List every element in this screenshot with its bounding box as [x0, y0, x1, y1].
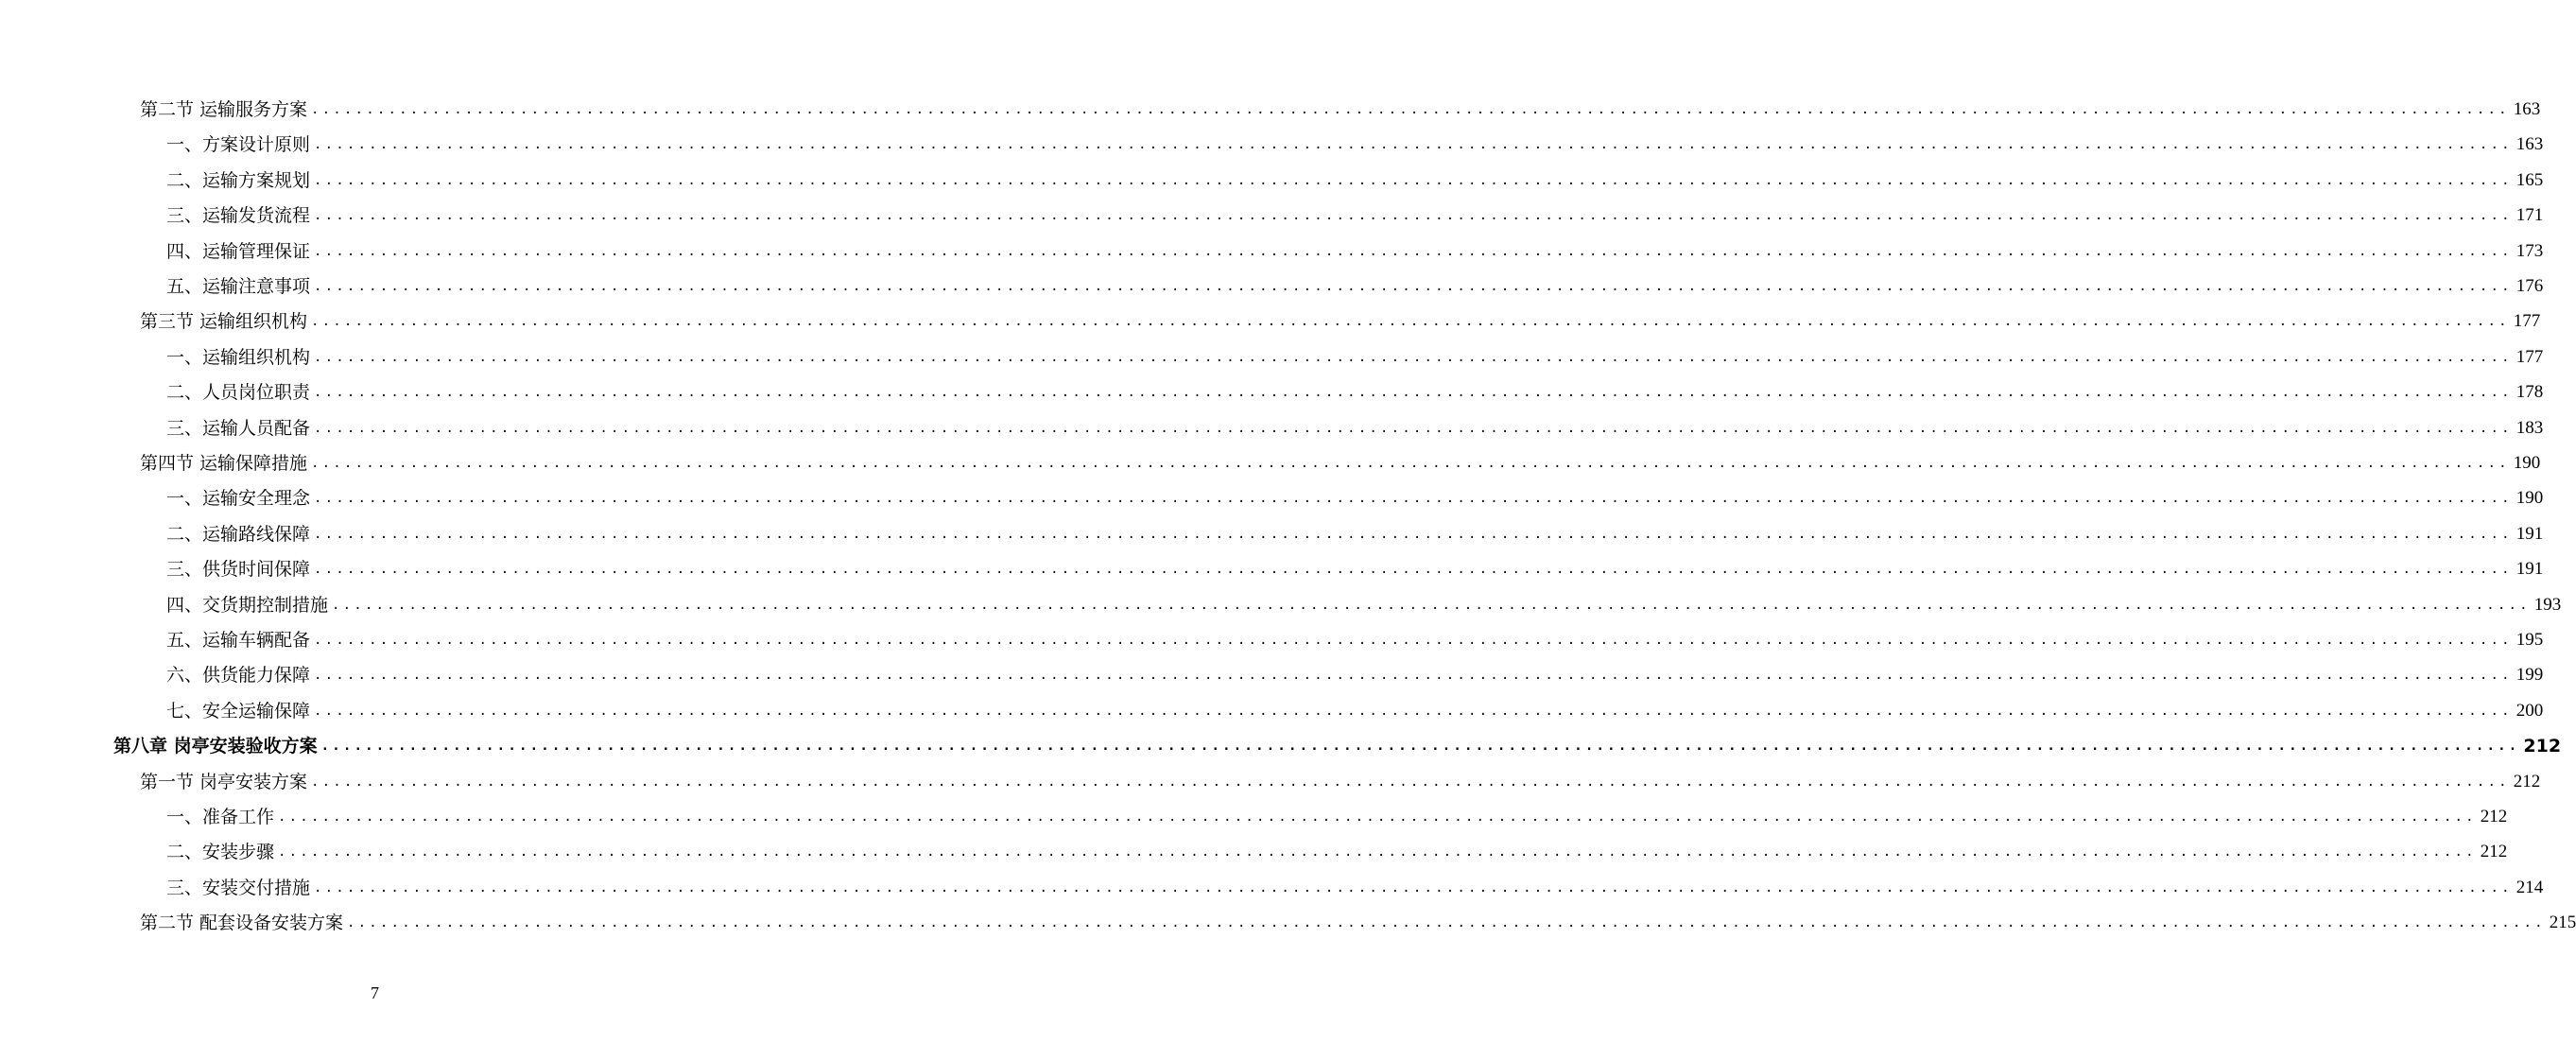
toc-entry-page: 212 — [2523, 736, 2562, 757]
toc-entry-item[interactable] — [166, 626, 2544, 654]
toc-entry-title: 第八章 岗亭安装验收方案 — [113, 736, 318, 757]
toc-entry-title: 第四节 运输保障措施 — [140, 453, 308, 474]
toc-entry-page: 195 — [2515, 630, 2544, 650]
toc-entry-item[interactable] — [166, 661, 2544, 689]
toc-entry-title: 二、运输路线保障 — [166, 523, 311, 545]
toc-dot-leader: ........................................................................................................................................................................................................ — [314, 172, 2513, 188]
toc-entry-item[interactable] — [166, 838, 2508, 866]
toc-entry-title: 第二节 运输服务方案 — [140, 99, 308, 120]
toc-entry-section[interactable] — [140, 909, 2576, 937]
toc-dot-leader: ........................................................................................................................................................................................................ — [311, 314, 2510, 330]
toc-entry-section[interactable] — [140, 449, 2541, 478]
toc-dot-leader: ........................................................................................................................................................................................................ — [314, 703, 2513, 719]
toc-entry-page: 200 — [2515, 700, 2544, 721]
toc-dot-leader: ........................................................................................................................................................................................................ — [320, 739, 2520, 755]
toc-entry-title: 五、运输注意事项 — [166, 276, 311, 297]
toc-entry-title: 三、供货时间保障 — [166, 559, 311, 581]
toc-entry-title: 五、运输车辆配备 — [166, 630, 311, 651]
toc-entry-title: 二、人员岗位职责 — [166, 382, 311, 404]
toc-dot-leader: ........................................................................................................................................................................................................ — [278, 809, 2477, 825]
toc-entry-title: 一、运输组织机构 — [166, 346, 311, 368]
toc-entry-item[interactable] — [166, 343, 2544, 372]
toc-dot-leader: ........................................................................................................................................................................................................ — [314, 349, 2513, 365]
toc-entry-item[interactable] — [166, 130, 2544, 159]
toc-entry-title: 七、安全运输保障 — [166, 700, 311, 722]
toc-entry-title: 一、准备工作 — [166, 807, 275, 827]
toc-entry-title: 四、交货期控制措施 — [166, 594, 329, 616]
toc-entry-item[interactable] — [166, 697, 2544, 725]
toc-entry-page: 214 — [2515, 877, 2544, 897]
toc-dot-leader: ........................................................................................................................................................................................................ — [314, 420, 2513, 436]
toc-dot-leader: ........................................................................................................................................................................................................ — [314, 385, 2513, 401]
toc-entry-item[interactable] — [166, 555, 2544, 583]
toc-entry-item[interactable] — [166, 414, 2544, 443]
toc-dot-leader: ........................................................................................................................................................................................................ — [314, 633, 2513, 648]
toc-entry-title: 第三节 运输组织机构 — [140, 311, 308, 333]
toc-entry-title: 一、方案设计原则 — [166, 134, 311, 156]
toc-entry-item[interactable] — [166, 803, 2508, 831]
toc-entry-page: 183 — [2515, 417, 2544, 438]
toc-entry-page: 177 — [2515, 346, 2544, 367]
toc-entry-item[interactable] — [166, 272, 2544, 301]
toc-entry-page: 171 — [2515, 205, 2544, 226]
toc-dot-leader: ........................................................................................................................................................................................................ — [332, 597, 2531, 613]
toc-entry-title: 第一节 岗亭安装方案 — [140, 771, 308, 792]
toc-entry-page: 190 — [2515, 488, 2544, 509]
toc-entry-page: 212 — [2513, 771, 2541, 791]
toc-entry-page: 178 — [2515, 382, 2544, 403]
toc-dot-leader: ........................................................................................................................................................................................................ — [314, 668, 2513, 684]
toc-entry-section[interactable] — [140, 307, 2541, 336]
toc-dot-leader: ........................................................................................................................................................................................................ — [314, 879, 2513, 896]
toc-entry-page: 199 — [2515, 665, 2544, 686]
toc-entry-page: 176 — [2515, 276, 2544, 296]
toc-dot-leader: ........................................................................................................................................................................................................ — [314, 491, 2513, 507]
toc-dot-leader: ........................................................................................................................................................................................................ — [311, 456, 2510, 471]
toc-entry-page: 193 — [2533, 594, 2562, 615]
toc-entry-title: 第二节 配套设备安装方案 — [140, 913, 344, 934]
toc-entry-title: 三、运输人员配备 — [166, 417, 311, 439]
toc-entry-title: 三、运输发货流程 — [166, 205, 311, 227]
toc-entry-section[interactable] — [140, 96, 2541, 124]
toc-dot-leader: ........................................................................................................................................................................................................ — [278, 844, 2477, 861]
toc-entry-page: 191 — [2515, 559, 2544, 580]
toc-entry-title: 二、运输方案规划 — [166, 169, 311, 191]
toc-entry-title: 六、供货能力保障 — [166, 665, 311, 687]
toc-entry-page: 212 — [2480, 842, 2508, 862]
toc-entry-item[interactable] — [166, 874, 2544, 902]
toc-dot-leader: ........................................................................................................................................................................................................ — [311, 774, 2510, 790]
toc-entry-item[interactable] — [166, 520, 2544, 548]
toc-entry-item[interactable] — [166, 201, 2544, 230]
page-number: 7 — [371, 983, 379, 1002]
toc-dot-leader: ........................................................................................................................................................................................................ — [311, 102, 2510, 117]
toc-entry-item[interactable] — [166, 378, 2544, 407]
toc-entry-section[interactable] — [140, 768, 2541, 796]
toc-entry-page: 212 — [2480, 807, 2508, 826]
toc-entry-chapter[interactable] — [113, 732, 2562, 760]
toc-dot-leader: ........................................................................................................................................................................................................ — [314, 137, 2513, 153]
toc-dot-leader: ........................................................................................................................................................................................................ — [314, 243, 2513, 259]
toc-entry-page: 191 — [2515, 523, 2544, 544]
toc-entry-title: 三、安装交付措施 — [166, 877, 311, 898]
toc-dot-leader: ........................................................................................................................................................................................................ — [314, 562, 2513, 578]
toc-entry-item[interactable] — [166, 484, 2544, 513]
toc-entry-item[interactable] — [166, 166, 2544, 195]
toc-entry-title: 四、运输管理保证 — [166, 240, 311, 262]
toc-entry-page: 173 — [2515, 240, 2544, 261]
toc-entry-item[interactable] — [166, 591, 2562, 619]
toc-dot-leader: ........................................................................................................................................................................................................ — [314, 526, 2513, 542]
toc-entry-page: 163 — [2513, 99, 2541, 119]
toc-entry-title: 一、运输安全理念 — [166, 488, 311, 510]
toc-entry-item[interactable] — [166, 237, 2544, 266]
toc-entry-page: 177 — [2513, 311, 2541, 332]
toc-entry-title: 二、安装步骤 — [166, 842, 275, 863]
toc-dot-leader: ........................................................................................................................................................................................................ — [347, 915, 2546, 931]
toc-entry-page: 215 — [2549, 913, 2576, 933]
toc-dot-leader: ........................................................................................................................................................................................................ — [314, 279, 2513, 294]
toc-entry-page: 190 — [2513, 453, 2541, 473]
toc-entry-page: 163 — [2515, 134, 2544, 155]
toc-entry-page: 165 — [2515, 169, 2544, 190]
toc-dot-leader: ........................................................................................................................................................................................................ — [314, 208, 2513, 224]
